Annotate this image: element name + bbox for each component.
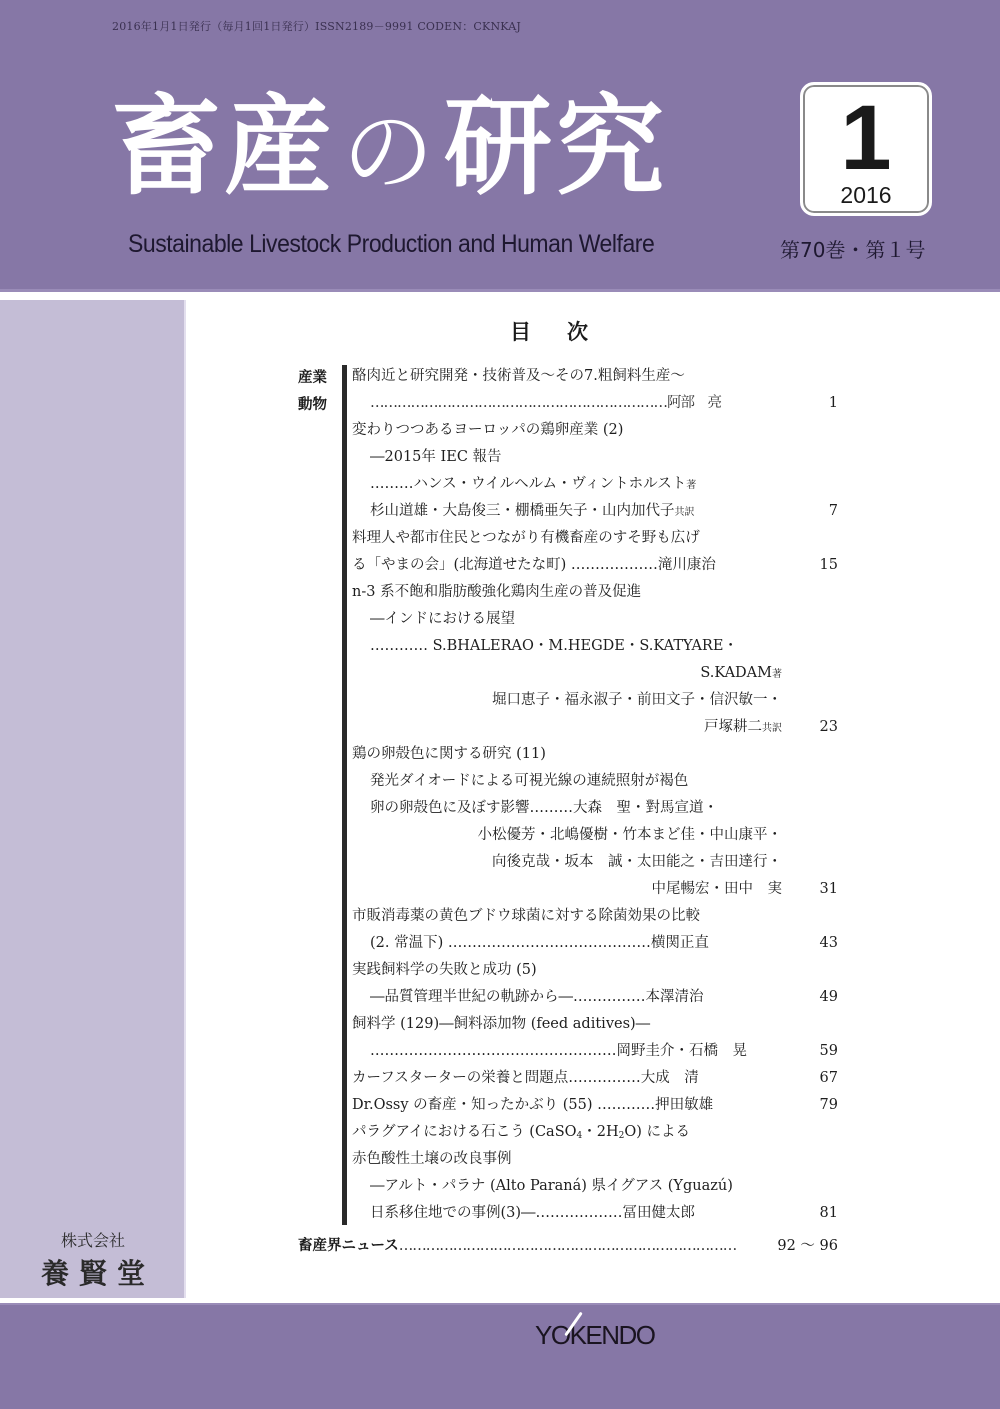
issue-number: 1 <box>840 87 892 189</box>
toc-line[interactable]: 杉山道雄・大島俊三・棚橋亜矢子・山内加代子共訳 7 <box>352 498 842 525</box>
toc-line[interactable]: Dr.Ossy の畜産・知ったかぶり (55) …………押田敏雄 79 <box>352 1092 842 1119</box>
page-number: 43 <box>819 935 838 951</box>
toc-line[interactable]: S.KADAM著 <box>700 665 782 681</box>
toc-line[interactable]: パラグアイにおける石こう (CaSO$_4$・$2H_2O$) による <box>352 1124 691 1141</box>
news-dots: ………………………………………………………………… <box>398 1238 737 1254</box>
toc-line[interactable]: 変わりつつあるヨーロッパの鶏卵産業 (2) <box>352 422 624 438</box>
category-line-1: 産業 <box>298 370 327 386</box>
toc-line[interactable]: ―品質管理半世紀の軌跡から―……………本澤清治 49 <box>352 984 842 1011</box>
toc-line[interactable]: ―2015年 IEC 報告 <box>370 449 502 465</box>
yokendo-logo: YOKENDO <box>535 1320 655 1350</box>
toc-line[interactable]: カーフスターターの栄養と問題点……………大成 清 67 <box>352 1065 842 1092</box>
toc-line[interactable]: 中尾暢宏・田中 実 31 <box>352 876 842 903</box>
page-number: 49 <box>819 989 838 1005</box>
page-number: 81 <box>819 1205 838 1221</box>
page-number: 7 <box>828 503 838 519</box>
left-sidebar-band <box>0 300 186 1298</box>
news-pages: 92 ～ 96 <box>777 1238 838 1254</box>
title-part2: 研究 <box>444 85 669 210</box>
page-number: 1 <box>828 395 838 411</box>
toc-line[interactable]: ―インドにおける展望 <box>370 611 515 627</box>
toc-line[interactable]: 向後克哉・坂本 誠・太田能之・吉田達行・ <box>492 854 782 870</box>
page-number: 79 <box>819 1097 838 1113</box>
toc-line[interactable]: 飼料学 (129)―飼料添加物 (feed aditives)― <box>352 1016 651 1032</box>
toc-line[interactable]: る「やまの会」(北海道せたな町) ………………滝川康治 15 <box>352 552 842 579</box>
toc-line[interactable]: 酪肉近と研究開発・技術普及～その7.粗飼料生産～ <box>352 368 685 384</box>
toc-line[interactable]: 日系移住地での事例(3)―………………冨田健太郎 81 <box>352 1200 842 1227</box>
toc-line[interactable]: ………ハンス・ウイルヘルム・ヴィントホルスト著 <box>370 476 697 492</box>
title-no: の <box>342 99 439 206</box>
toc-line[interactable]: 市販消毒薬の黄色ブドウ球菌に対する除菌効果の比較 <box>352 908 700 924</box>
page-number: 23 <box>819 719 838 735</box>
toc-line[interactable]: ………… S.BHALERAO・M.HEGDE・S.KATYARE・ <box>370 638 738 654</box>
toc-heading: 目次 <box>510 320 624 344</box>
toc-category <box>298 365 338 419</box>
toc-line[interactable]: 戸塚耕二共訳 23 <box>352 714 842 741</box>
page-number: 31 <box>819 881 838 897</box>
toc-line[interactable]: 発光ダイオードによる可視光線の連続照射が褐色 <box>370 773 689 789</box>
toc-line[interactable]: n-3 系不飽和脂肪酸強化鶏肉生産の普及促進 <box>352 584 642 600</box>
toc-line[interactable]: 卵の卵殻色に及ぼす影響………大森 聖・對馬宣道・ <box>370 800 718 816</box>
cover-footer <box>0 1303 1000 1409</box>
journal-title <box>112 85 669 213</box>
toc-line[interactable]: ……………………………………………岡野圭介・石橋 晃 59 <box>352 1038 842 1065</box>
toc-line[interactable]: 実践飼料学の失敗と成功 (5) <box>352 962 537 978</box>
publication-info: 2016年1月1日発行（毎月1回1日発行）ISSN2189－9991 CODEN：CKNKAJ <box>112 20 522 33</box>
toc-line[interactable]: 堀口恵子・福永淑子・前田文子・信沢敏一・ <box>492 692 782 708</box>
page-number: 15 <box>819 557 838 573</box>
category-divider-bar <box>342 365 347 1225</box>
toc-line[interactable]: ―アルト・パラナ (Alto Paraná) 県イグアス (Yguazú) <box>370 1178 733 1194</box>
toc-line[interactable]: 赤色酸性土壌の改良事例 <box>352 1151 512 1167</box>
toc-line[interactable]: 小松優芳・北嶋優樹・竹本まど佳・中山康平・ <box>477 827 782 843</box>
toc-line[interactable]: 料理人や都市住民とつながり有機畜産のすそ野も広げ <box>352 530 700 546</box>
toc-news-entry[interactable] <box>298 1233 838 1260</box>
title-part1: 畜産 <box>112 85 337 210</box>
toc-line[interactable]: (2. 常温下) ……………………………………横関正直 43 <box>352 930 842 957</box>
table-of-contents <box>352 363 842 1227</box>
journal-subtitle: Sustainable Livestock Production and Human Welfare <box>128 230 655 258</box>
page-number: 67 <box>819 1070 838 1086</box>
issue-year: 2016 <box>840 182 892 208</box>
news-label: 畜産界ニュース <box>298 1238 399 1254</box>
issue-badge <box>800 82 932 216</box>
toc-line[interactable]: 鶏の卵殻色に関する研究 (11) <box>352 746 546 762</box>
page-number: 59 <box>819 1043 838 1059</box>
category-line-2: 動物 <box>298 397 327 413</box>
toc-line[interactable]: …………………………………………………………阿部 亮 1 <box>352 390 842 417</box>
company-prefix: 株式会社 <box>60 1231 125 1250</box>
volume-label: 第70巻・第１号 <box>780 238 926 262</box>
company-name: 養賢堂 <box>40 1257 155 1290</box>
